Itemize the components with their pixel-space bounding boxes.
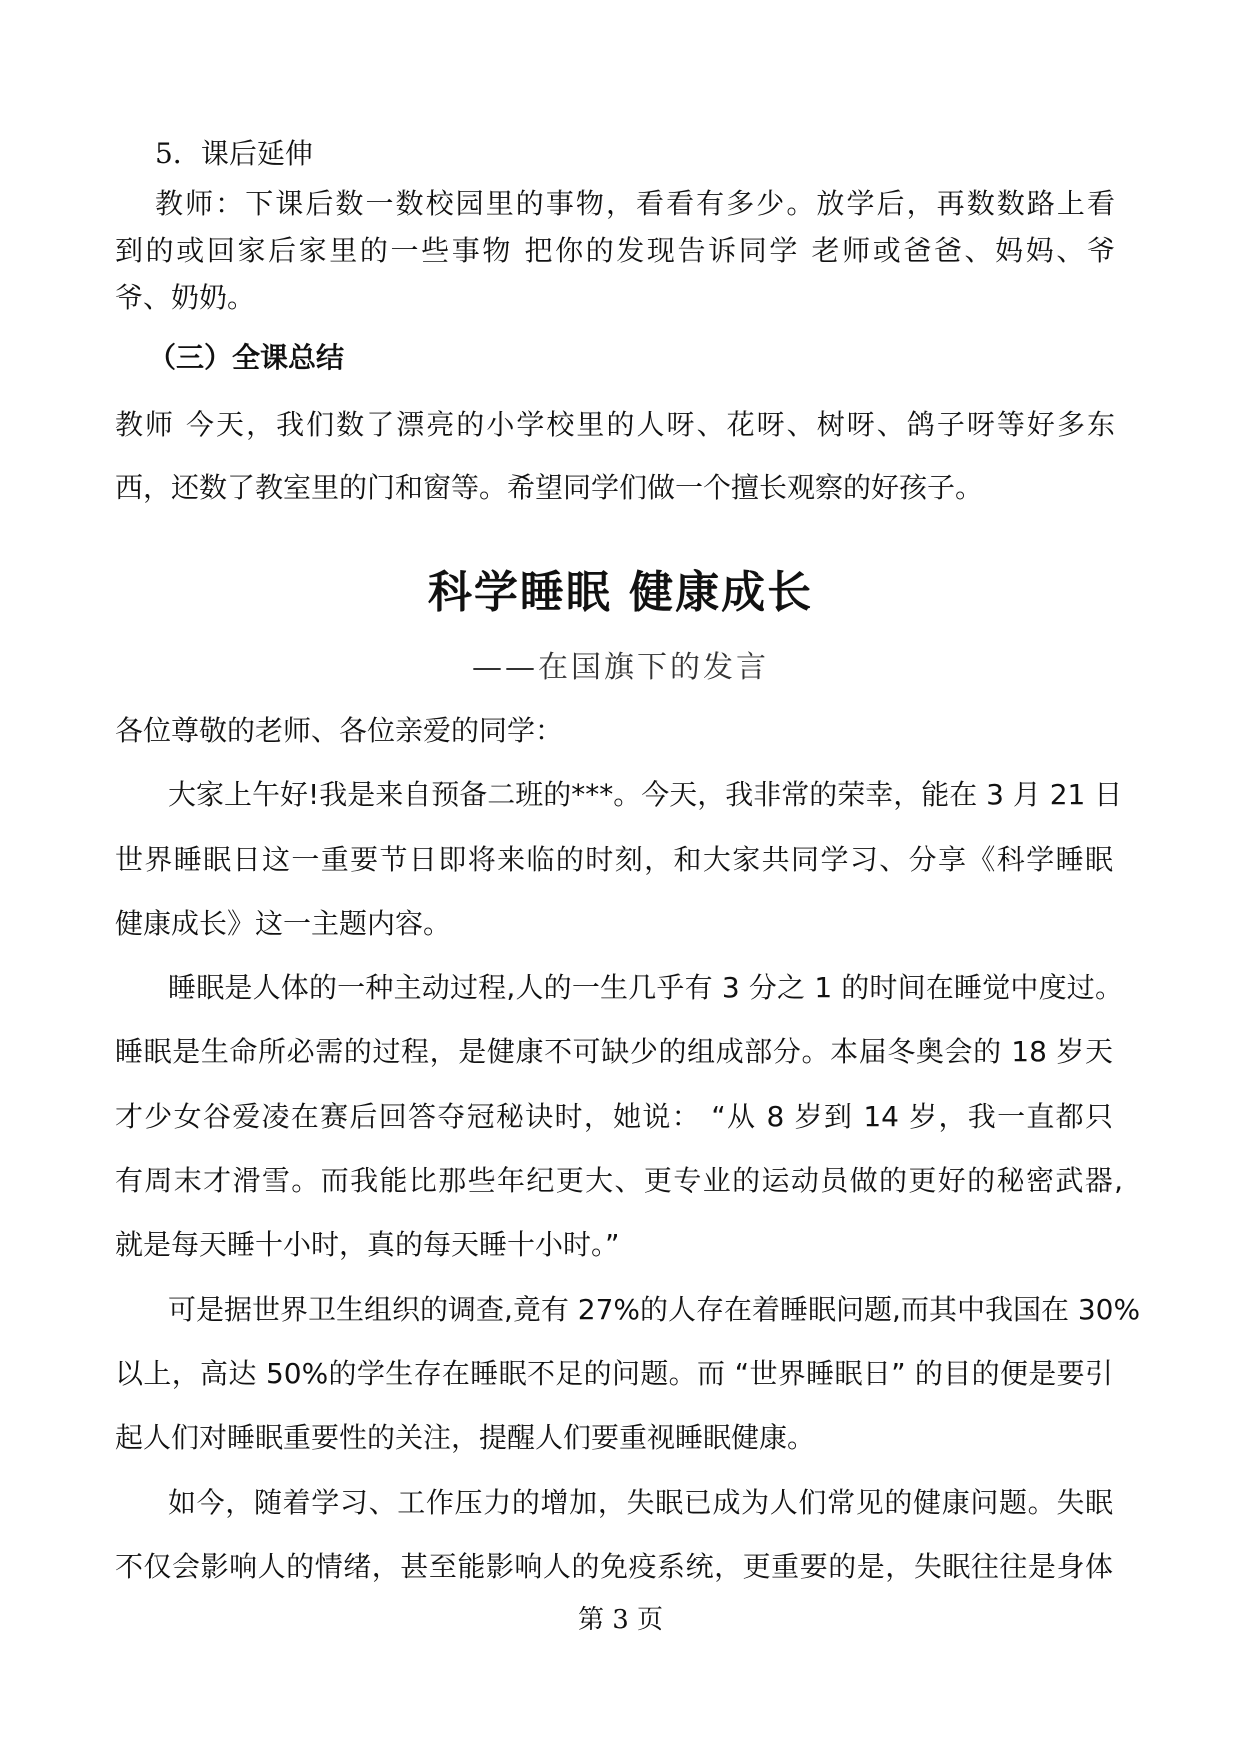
paragraph-line: 教师 今天，我们数了漂亮的小学校里的人呀、花呀、树呀、鸽子呀等好多东: [115, 408, 1115, 441]
paragraph-line: 教师：下课后数一数校园里的事物，看看有多少。放学后，再数数路上看: [155, 187, 1115, 220]
page-number: 第 3 页: [577, 1605, 664, 1635]
speech-subtitle: ——在国旗下的发言: [472, 650, 769, 685]
paragraph-line: 起人们对睡眠重要性的关注，提醒人们要重视睡眠健康。: [115, 1421, 816, 1454]
paragraph-line: 可是据世界卫生组织的调查,竟有 27%的人存在着睡眠问题,而其中我国在 30%: [168, 1293, 1141, 1326]
paragraph-line: 有周末才滑雪。而我能比那些年纪更大、更专业的运动员做的更好的秘密武器,: [115, 1164, 1123, 1197]
paragraph-line: 睡眠是生命所必需的过程，是健康不可缺少的组成部分。本届冬奥会的 18 岁天: [115, 1035, 1113, 1068]
paragraph-line: 睡眠是人体的一种主动过程,人的一生几乎有 3 分之 1 的时间在睡觉中度过。: [168, 971, 1123, 1004]
section-heading-summary: （三）全课总结: [148, 341, 345, 374]
speech-title: 科学睡眠 健康成长: [427, 567, 814, 618]
paragraph-line: 才少女谷爱凌在赛后回答夺冠秘诀时，她说： “从 8 岁到 14 岁，我一直都只: [115, 1100, 1113, 1133]
paragraph-line: 世界睡眠日这一重要节日即将来临的时刻，和大家共同学习、分享《科学睡眠: [115, 843, 1113, 876]
paragraph-line: 爷、奶奶。: [115, 281, 256, 314]
paragraph-line: 西，还数了教室里的门和窗等。希望同学们做一个擅长观察的好孩子。: [115, 471, 984, 504]
speech-greeting: 各位尊敬的老师、各位亲爱的同学：: [115, 714, 564, 747]
paragraph-line: 健康成长》这一主题内容。: [115, 907, 452, 940]
paragraph-line: 不仅会影响人的情绪，甚至能影响人的免疫系统，更重要的是，失眠往往是身体: [115, 1550, 1113, 1583]
section-heading-extension: 5．课后延伸: [155, 137, 313, 170]
paragraph-line: 就是每天睡十小时，真的每天睡十小时。”: [115, 1228, 620, 1261]
paragraph-line: 大家上午好!我是来自预备二班的***。今天，我非常的荣幸，能在 3 月 21 日: [168, 778, 1123, 811]
paragraph-line: 如今，随着学习、工作压力的增加，失眠已成为人们常见的健康问题。失眠: [168, 1486, 1113, 1519]
paragraph-line: 以上，高达 50%的学生存在睡眠不足的问题。而 “世界睡眠日” 的目的便是要引: [115, 1357, 1113, 1390]
paragraph-line: 到的或回家后家里的一些事物 把你的发现告诉同学 老师或爸爸、妈妈、爷: [115, 234, 1115, 267]
